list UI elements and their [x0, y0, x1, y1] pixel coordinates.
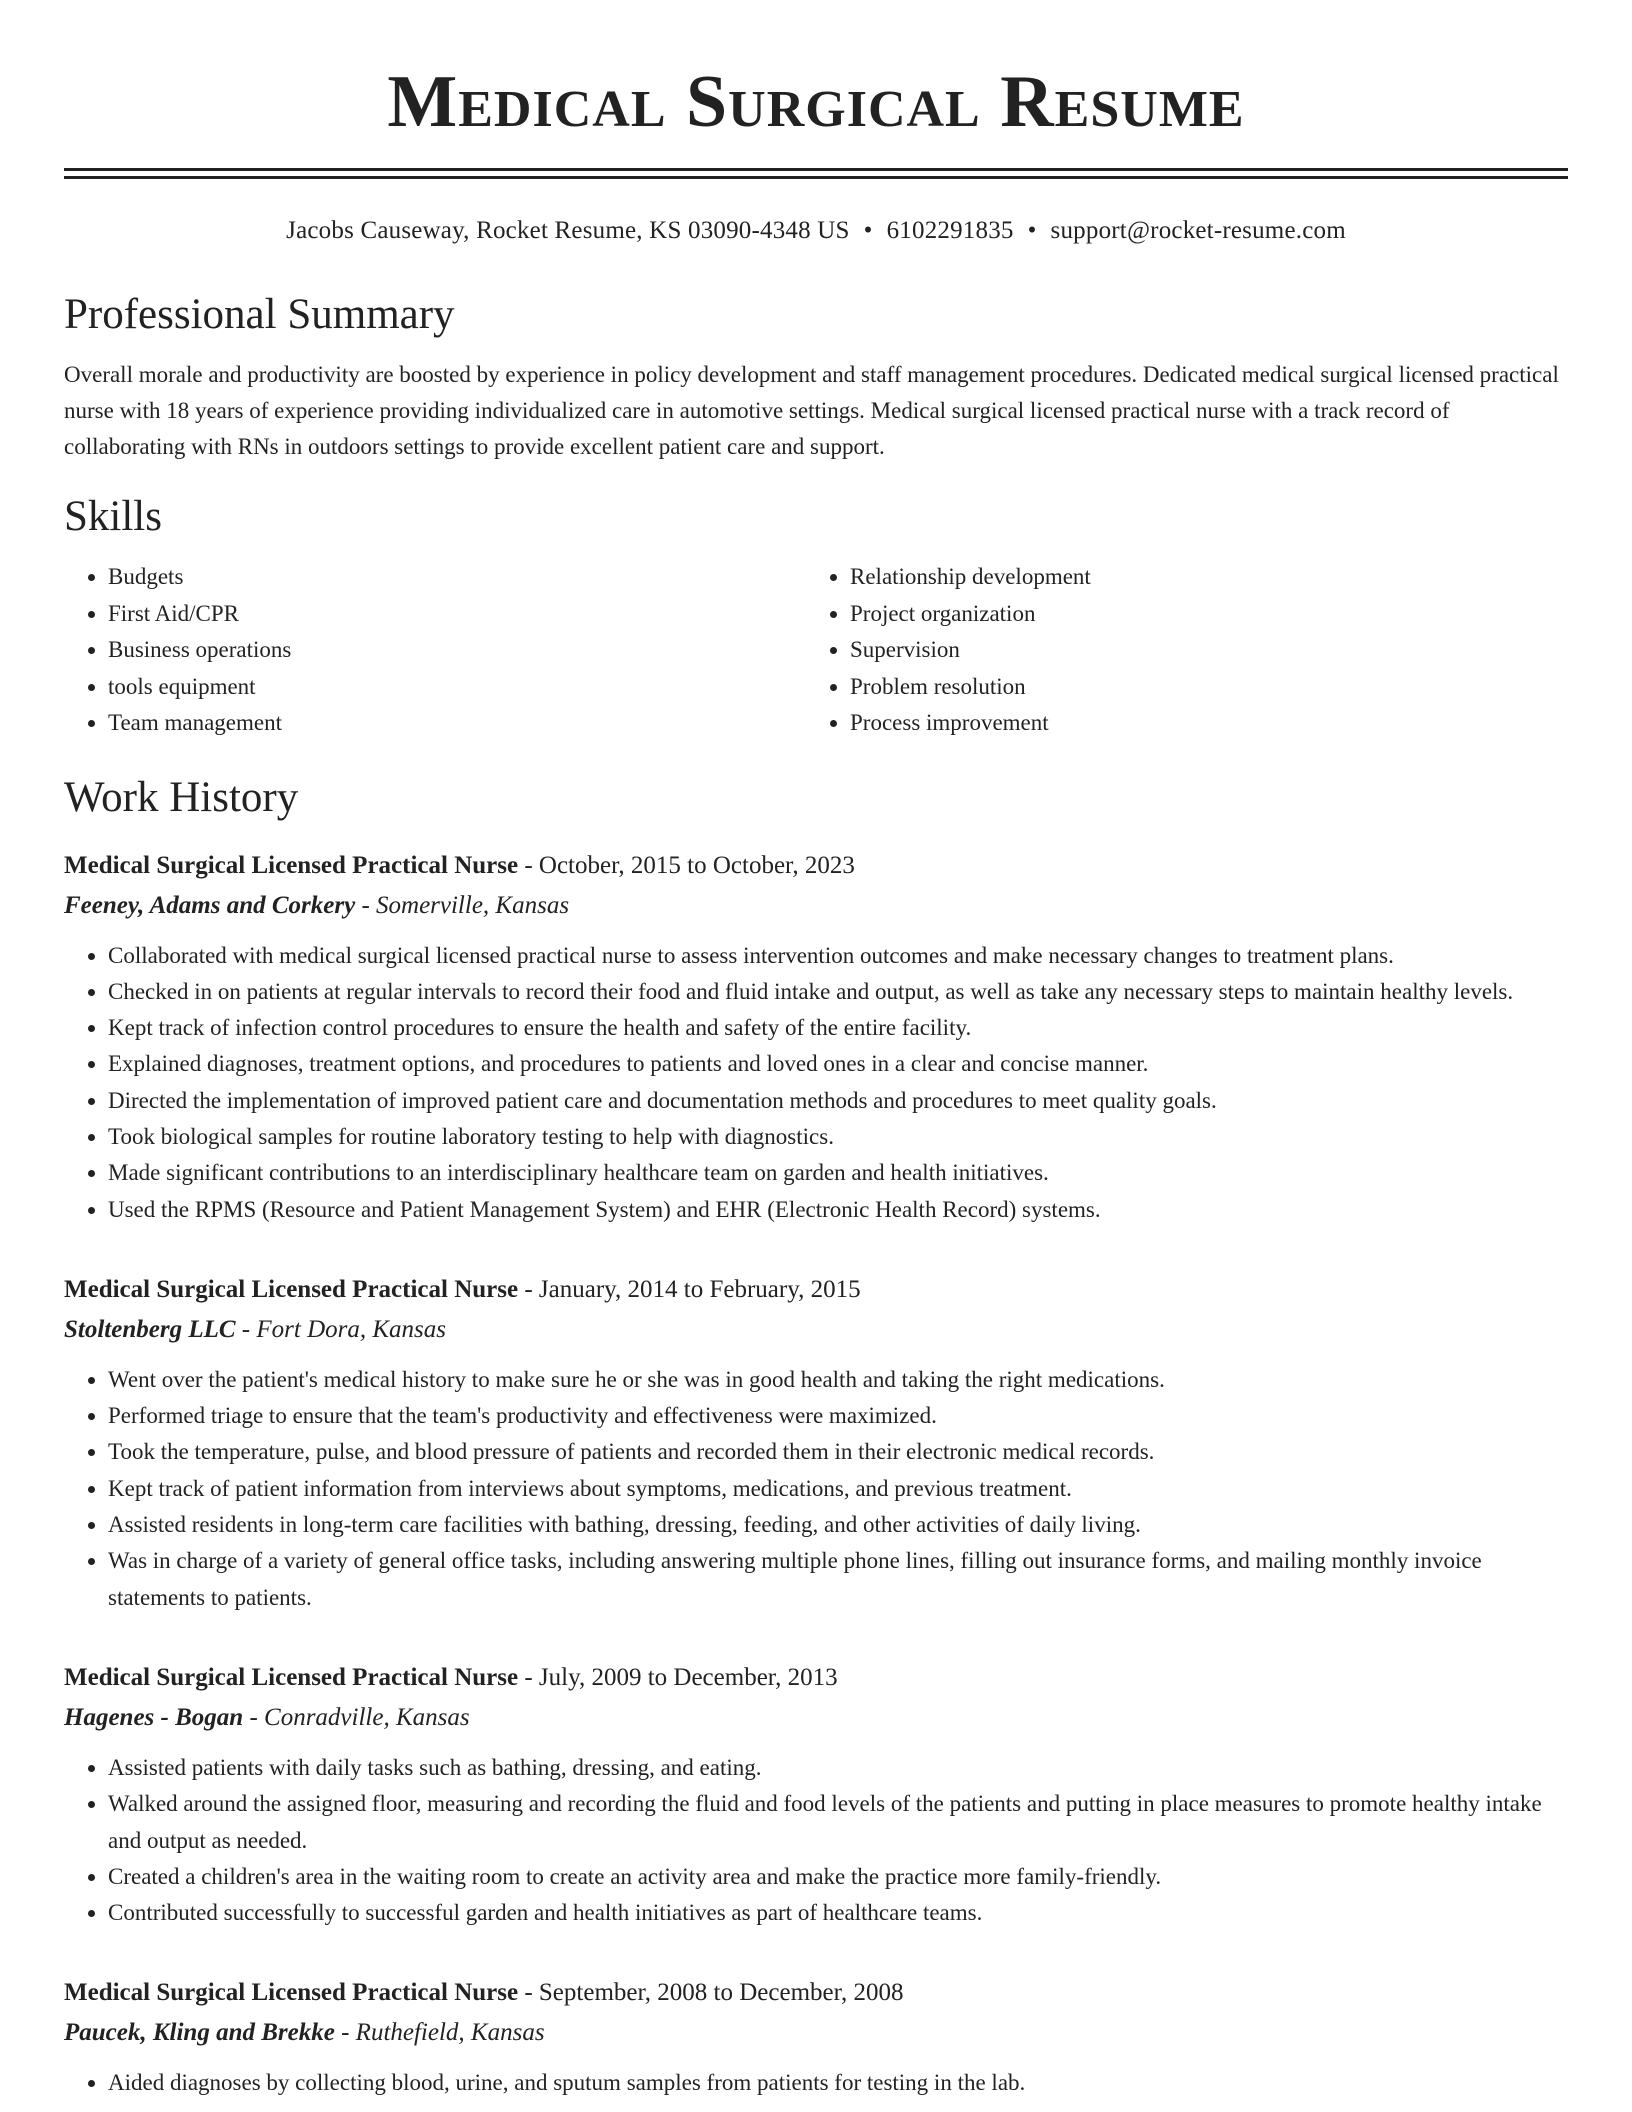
- contact-address: Jacobs Causeway, Rocket Resume, KS 03090-4348 US: [286, 217, 850, 244]
- contact-separator: •: [863, 217, 873, 244]
- job-bullet: • Walked around the assigned floor, measuring and recording the fluid and food levels of the patients and putting in place measures to promote healthy intake and output as needed.: [108, 1786, 1568, 1859]
- job-bullet: • Made significant contributions to an interdisciplinary healthcare team on garden and health initiatives.: [108, 1155, 1568, 1191]
- job-title: Medical Surgical Licensed Practical Nurse: [64, 851, 519, 879]
- job-bullets: [64, 2065, 1568, 2101]
- job-company: Feeney, Adams and Corkery: [64, 891, 356, 919]
- contact-separator: •: [1027, 217, 1037, 244]
- contact-email: support@rocket-resume.com: [1050, 217, 1346, 244]
- job-employer: [64, 1310, 1568, 1350]
- job-location: - Fort Dora, Kansas: [235, 1315, 446, 1343]
- job-bullet: • Performed triage to ensure that the team's productivity and effectiveness were maximized.: [108, 1398, 1568, 1434]
- work-history-heading: Work History: [64, 773, 299, 821]
- job-company: Hagenes - Bogan: [64, 1703, 244, 1731]
- job-bullet: • Checked in on patients at regular intervals to record their food and fluid intake and output, as well as take any necessary steps to maintain healthy levels.: [108, 974, 1568, 1010]
- skill-item: • Problem resolution: [850, 669, 1548, 706]
- job-bullets: [64, 1750, 1568, 1931]
- skill-item: • Project organization: [850, 596, 1548, 633]
- job-header: [64, 1973, 1568, 2013]
- job-bullet: • Was in charge of a variety of general office tasks, including answering multiple phone lines, filling out insurance forms, and mailing monthly invoice statements to patients.: [108, 1543, 1568, 1616]
- job-title: Medical Surgical Licensed Practical Nurse: [64, 1275, 519, 1303]
- job-company: Stoltenberg LLC: [64, 1315, 236, 1343]
- skills-column-right: [806, 559, 1548, 742]
- job-title: Medical Surgical Licensed Practical Nurse: [64, 1979, 519, 2007]
- job-bullet: • Took biological samples for routine laboratory testing to help with diagnostics.: [108, 1119, 1568, 1155]
- skill-item: • Process improvement: [850, 705, 1548, 742]
- job-bullet: • Created a children's area in the waiting room to create an activity area and make the practice more family-friendly.: [108, 1859, 1568, 1895]
- work-history-list: [64, 846, 1568, 2102]
- job-bullets: [64, 938, 1568, 1228]
- job-company: Paucek, Kling and Brekke: [64, 2019, 335, 2047]
- job-bullets: [64, 1362, 1568, 1616]
- skills-heading: Skills: [64, 493, 162, 540]
- job-bullet: • Used the RPMS (Resource and Patient Management System) and EHR (Electronic Health Record) systems.: [108, 1192, 1568, 1228]
- contact-line: [64, 215, 1568, 247]
- job-employer: [64, 1698, 1568, 1738]
- job-header: [64, 846, 1568, 886]
- job-dates: - July, 2009 to December, 2013: [518, 1663, 838, 1691]
- job-bullet: • Collaborated with medical surgical licensed practical nurse to assess intervention outcomes and make necessary changes to treatment plans.: [108, 938, 1568, 974]
- job-bullet: • Took the temperature, pulse, and blood pressure of patients and recorded them in their electronic medical records.: [108, 1434, 1568, 1470]
- skill-item: • tools equipment: [108, 669, 806, 706]
- job-bullet: • Kept track of infection control procedures to ensure the health and safety of the entire facility.: [108, 1010, 1568, 1046]
- job-header: [64, 1270, 1568, 1310]
- skill-item: • Relationship development: [850, 559, 1548, 596]
- job-location: - Conradville, Kansas: [243, 1703, 470, 1731]
- contact-phone: 6102291835: [886, 217, 1014, 244]
- job-title: Medical Surgical Licensed Practical Nurse: [64, 1663, 519, 1691]
- job-dates: - October, 2015 to October, 2023: [518, 851, 855, 879]
- job-bullet: • Assisted patients with daily tasks such as bathing, dressing, and eating.: [108, 1750, 1568, 1786]
- job-bullet: • Contributed successfully to successful garden and health initiatives as part of healthcare teams.: [108, 1895, 1568, 1931]
- skill-item: • Business operations: [108, 632, 806, 669]
- job-dates: - September, 2008 to December, 2008: [518, 1979, 904, 2007]
- summary-text: Overall morale and productivity are boosted by experience in policy development and staff management procedures. Dedicated medical surgical licensed practical nurse with 18 years of experience providing individualized care in automotive settings. Medical surgical licensed practical nurse with a track record of collaborating with RNs in outdoors settings to provide excellent patient care and support.: [64, 362, 1559, 459]
- title-double-rule: [64, 168, 1568, 179]
- job-bullet: • Kept track of patient information from interviews about symptoms, medications, and previous treatment.: [108, 1471, 1568, 1507]
- job-entry: [64, 846, 1568, 1228]
- job-bullet: • Assisted residents in long-term care facilities with bathing, dressing, feeding, and other activities of daily living.: [108, 1507, 1568, 1543]
- job-bullet: • Went over the patient's medical history to make sure he or she was in good health and taking the right medications.: [108, 1362, 1568, 1398]
- job-entry: [64, 1658, 1568, 1931]
- job-bullet: • Explained diagnoses, treatment options, and procedures to patients and loved ones in a clear and concise manner.: [108, 1046, 1568, 1082]
- job-location: - Ruthefield, Kansas: [334, 2019, 545, 2047]
- job-header: [64, 1658, 1568, 1698]
- job-bullet: • Aided diagnoses by collecting blood, urine, and sputum samples from patients for testing in the lab.: [108, 2065, 1568, 2101]
- job-dates: - January, 2014 to February, 2015: [518, 1275, 861, 1303]
- skill-item: • First Aid/CPR: [108, 596, 806, 633]
- summary-heading: Professional Summary: [64, 291, 455, 338]
- job-employer: [64, 2013, 1568, 2053]
- job-location: - Somerville, Kansas: [355, 891, 570, 919]
- resume-page: [64, 0, 1568, 2102]
- job-entry: [64, 1270, 1568, 1616]
- skills-list: [64, 559, 1568, 742]
- skills-column-left: [64, 559, 806, 742]
- skill-item: • Team management: [108, 705, 806, 742]
- job-entry: [64, 1973, 1568, 2101]
- page-title: Medical Surgical Resume: [387, 61, 1245, 143]
- job-employer: [64, 886, 1568, 926]
- skill-item: • Supervision: [850, 632, 1548, 669]
- skill-item: • Budgets: [108, 559, 806, 596]
- job-bullet: • Directed the implementation of improved patient care and documentation methods and procedures to meet quality goals.: [108, 1083, 1568, 1119]
